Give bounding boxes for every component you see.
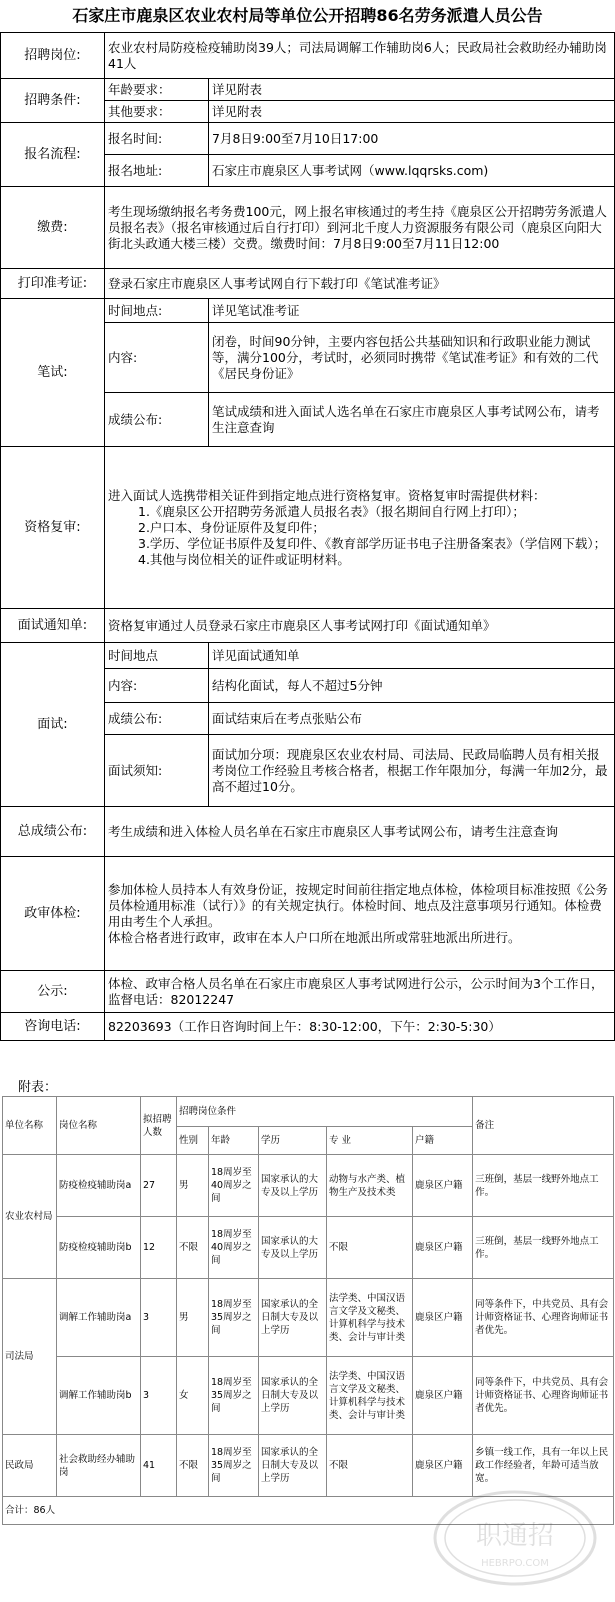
label-positions: 招聘岗位:	[1, 33, 105, 79]
hukou-cell: 鹿泉区户籍	[413, 1217, 473, 1279]
count-cell: 12	[141, 1217, 177, 1279]
label-review: 资格复审:	[1, 447, 105, 609]
contact-text: 82203693（工作日咨询时间上午：8:30-12:00，下午：2:30-5:30）	[105, 1013, 615, 1041]
age-cell: 18周岁至35周岁之间	[209, 1279, 259, 1357]
note-cell: 三班倒，基层一线野外地点工作。	[473, 1155, 614, 1217]
major-cell: 法学类、中国汉语言文学及文秘类、计算机科学与技术类、会计与审计类	[327, 1279, 413, 1357]
header-note: 备注	[473, 1097, 614, 1155]
header-major: 专 业	[327, 1127, 413, 1155]
age-cell: 18周岁至35周岁之间	[209, 1435, 259, 1497]
row-exam	[1, 857, 615, 971]
interview-result-label: 成绩公布:	[105, 703, 209, 735]
major-cell: 不限	[327, 1435, 413, 1497]
header-edu: 学历	[259, 1127, 327, 1155]
major-cell: 动物与水产类、植物生产及技术类	[327, 1155, 413, 1217]
interview-notes-value: 面试加分项：现鹿泉区农业农村局、司法局、民政局临聘人员有相关报考岗位工作经验且考核合格者，根据工作年限加分，每满一年加2分，最高不超过10分。	[209, 735, 615, 807]
row-contact	[1, 1013, 615, 1041]
age-label: 年龄要求：	[105, 79, 209, 101]
header-conditions: 招聘岗位条件	[177, 1097, 473, 1127]
hukou-cell: 鹿泉区户籍	[413, 1155, 473, 1217]
interview-content-label: 内容:	[105, 669, 209, 703]
age-cell: 18周岁至40周岁之间	[209, 1217, 259, 1279]
edu-cell: 国家承认的全日制大专及以上学历	[259, 1279, 327, 1357]
row-fee	[1, 187, 615, 269]
watermark-sub: HEBRPO.COM	[481, 1558, 549, 1569]
header-count: 拟招聘人数	[141, 1097, 177, 1155]
total-text: 考生成绩和进入体检人员名单在石家庄市鹿泉区人事考试网公布，请考生注意查询	[105, 807, 615, 857]
table-row	[3, 1435, 614, 1497]
page-title: 石家庄市鹿泉区农业农村局等单位公开招聘86名劳务派遣人员公告	[72, 6, 543, 25]
written-place-label: 时间地点:	[105, 299, 209, 323]
unit-cell: 民政局	[3, 1435, 57, 1497]
row-interview-place	[1, 643, 615, 669]
unit-cell: 司法局	[3, 1279, 57, 1435]
review-item: 4.其他与岗位相关的证件或证明材料。	[138, 551, 350, 567]
row-notice	[1, 609, 615, 643]
row-total	[1, 807, 615, 857]
review-text	[105, 447, 615, 609]
label-fee: 缴费:	[1, 187, 105, 269]
reg-addr-value: 石家庄市鹿泉区人事考试网（www.lqqrsks.com)	[209, 155, 615, 187]
gender-cell: 男	[177, 1279, 209, 1357]
count-cell: 27	[141, 1155, 177, 1217]
review-intro: 进入面试人选携带相关证件到指定地点进行资格复审。资格复审时需提供材料：	[108, 487, 546, 503]
label-publicity: 公示:	[1, 971, 105, 1013]
edu-cell: 国家承认的大专及以上学历	[259, 1217, 327, 1279]
age-cell: 18周岁至35周岁之间	[209, 1357, 259, 1435]
attachment-label: 附表：	[18, 1080, 58, 1095]
row-publicity	[1, 971, 615, 1013]
fee-text: 考生现场缴纳报名考务费100元，网上报名审核通过的考生持《鹿泉区公开招聘劳务派遣人员报名表》（报名审核通过后自行打印）到河北千度人力资源服务有限公司（鹿泉区向阳大街北头政通大楼三楼）交费。缴费时间：7月8日9:00至7月11日12:00	[105, 187, 615, 269]
edu-cell: 国家承认的全日制大专及以上学历	[259, 1357, 327, 1435]
row-written-place	[1, 299, 615, 323]
row-reg-time	[1, 123, 615, 155]
review-item: 2.户口本、身份证原件及复印件；	[138, 519, 325, 535]
interview-result-value: 面试结束后在考点张贴公布	[209, 703, 615, 735]
reg-time-label: 报名时间:	[105, 123, 209, 155]
label-interview: 面试:	[1, 643, 105, 807]
note-cell: 同等条件下，中共党员、具有会计师资格证书、心理咨询师证书者优先。	[473, 1279, 614, 1357]
note-cell: 三班倒，基层一线野外地点工作。	[473, 1217, 614, 1279]
interview-place-label: 时间地点	[105, 643, 209, 669]
table-row	[3, 1155, 614, 1217]
major-cell: 不限	[327, 1217, 413, 1279]
count-cell: 41	[141, 1435, 177, 1497]
notice-text: 资格复审通过人员登录石家庄市鹿泉区人事考试网打印《面试通知单》	[105, 609, 615, 643]
count-cell: 3	[141, 1357, 177, 1435]
exam-text-1: 参加体检人员持本人有效身份证，按规定时间前往指定地点体检，体检项目标准按照《公务员体检通用标准（试行）》的有关规定执行。体检时间、地点及注意事项另行通知。体检费用由考生个人承担。	[108, 881, 609, 929]
count-cell: 3	[141, 1279, 177, 1357]
gender-cell: 不限	[177, 1435, 209, 1497]
reg-time-value: 7月8日9:00至7月10日17:00	[209, 123, 615, 155]
header-gender: 性别	[177, 1127, 209, 1155]
written-result-value: 笔试成绩和进入面试人选名单在石家庄市鹿泉区人事考试网公布，请考生注意查询	[209, 393, 615, 447]
post-cell: 社会救助经办辅助岗	[57, 1435, 141, 1497]
row-age	[1, 79, 615, 101]
row-print	[1, 269, 615, 299]
note-cell: 乡镇一线工作，具有一年以上民政工作经验者，年龄可适当放宽。	[473, 1435, 614, 1497]
edu-cell: 国家承认的大专及以上学历	[259, 1155, 327, 1217]
interview-place-value: 详见面试通知单	[209, 643, 615, 669]
post-cell: 防疫检疫辅助岗b	[57, 1217, 141, 1279]
major-cell: 法学类、中国汉语言文学及文秘类、计算机科学与技术类、会计与审计类	[327, 1357, 413, 1435]
age-value: 详见附表	[209, 79, 615, 101]
table-row	[3, 1357, 614, 1435]
gender-cell: 女	[177, 1357, 209, 1435]
gender-cell: 男	[177, 1155, 209, 1217]
hukou-cell: 鹿泉区户籍	[413, 1357, 473, 1435]
other-label: 其他要求：	[105, 101, 209, 123]
written-content-value: 闭卷，时间90分钟，主要内容包括公共基础知识和行政职业能力测试等，满分100分，考试时，必须同时携带《笔试准考证》和有效的二代《居民身份证》	[209, 323, 615, 393]
attachment-header-row	[3, 1097, 614, 1127]
unit-cell: 农业农村局	[3, 1155, 57, 1279]
label-print: 打印准考证:	[1, 269, 105, 299]
table-row	[3, 1217, 614, 1279]
label-written: 笔试:	[1, 299, 105, 447]
post-cell: 调解工作辅助岗a	[57, 1279, 141, 1357]
header-age: 年龄	[209, 1127, 259, 1155]
post-cell: 调解工作辅助岗b	[57, 1357, 141, 1435]
interview-content-value: 结构化面试，每人不超过5分钟	[209, 669, 615, 703]
watermark-text: 职通招	[475, 1521, 555, 1551]
interview-notes-label: 面试须知:	[105, 735, 209, 807]
hukou-cell: 鹿泉区户籍	[413, 1435, 473, 1497]
positions-text: 农业农村局防疫检疫辅助岗39人；司法局调解工作辅助岗6人；民政局社会救助经办辅助岗41人	[105, 33, 615, 79]
age-cell: 18周岁至40周岁之间	[209, 1155, 259, 1217]
review-item: 3.学历、学位证书原件及复印件、《教育部学历证书电子注册备案表》（学信网下载）；	[138, 535, 607, 551]
label-conditions: 招聘条件:	[1, 79, 105, 123]
reg-addr-label: 报名地址:	[105, 155, 209, 187]
total-cell: 合计：86人	[3, 1497, 614, 1525]
other-value: 详见附表	[209, 101, 615, 123]
row-positions	[1, 33, 615, 79]
total-row	[3, 1497, 614, 1525]
written-content-label: 内容:	[105, 323, 209, 393]
review-item: 1.《鹿泉区公开招聘劳务派遣人员报名表》（报名期间自行网上打印）；	[138, 503, 525, 519]
label-process: 报名流程:	[1, 123, 105, 187]
label-exam: 政审体检:	[1, 857, 105, 971]
exam-text-2: 体检合格者进行政审，政审在本人户口所在地派出所或常驻地派出所进行。	[108, 929, 521, 945]
post-cell: 防疫检疫辅助岗a	[57, 1155, 141, 1217]
note-cell: 同等条件下，中共党员、具有会计师资格证书、心理咨询师证书者优先。	[473, 1357, 614, 1435]
written-result-label: 成绩公布:	[105, 393, 209, 447]
row-review	[1, 447, 615, 609]
header-hukou: 户籍	[413, 1127, 473, 1155]
exam-text	[105, 857, 615, 971]
label-total: 总成绩公布:	[1, 807, 105, 857]
announcement-table	[0, 32, 615, 1041]
header-unit: 单位名称	[3, 1097, 57, 1155]
table-row	[3, 1279, 614, 1357]
print-text: 登录石家庄市鹿泉区人事考试网自行下载打印《笔试准考证》	[105, 269, 615, 299]
header-post: 岗位名称	[57, 1097, 141, 1155]
edu-cell: 国家承认的全日制大专及以上学历	[259, 1435, 327, 1497]
hukou-cell: 鹿泉区户籍	[413, 1279, 473, 1357]
gender-cell: 不限	[177, 1217, 209, 1279]
label-contact: 咨询电话:	[1, 1013, 105, 1041]
attachment-table	[2, 1096, 614, 1525]
written-place-value: 详见笔试准考证	[209, 299, 615, 323]
publicity-text: 体检、政审合格人员名单在石家庄市鹿泉区人事考试网进行公示，公示时间为3个工作日，监督电话：82012247	[105, 971, 615, 1013]
label-notice: 面试通知单:	[1, 609, 105, 643]
